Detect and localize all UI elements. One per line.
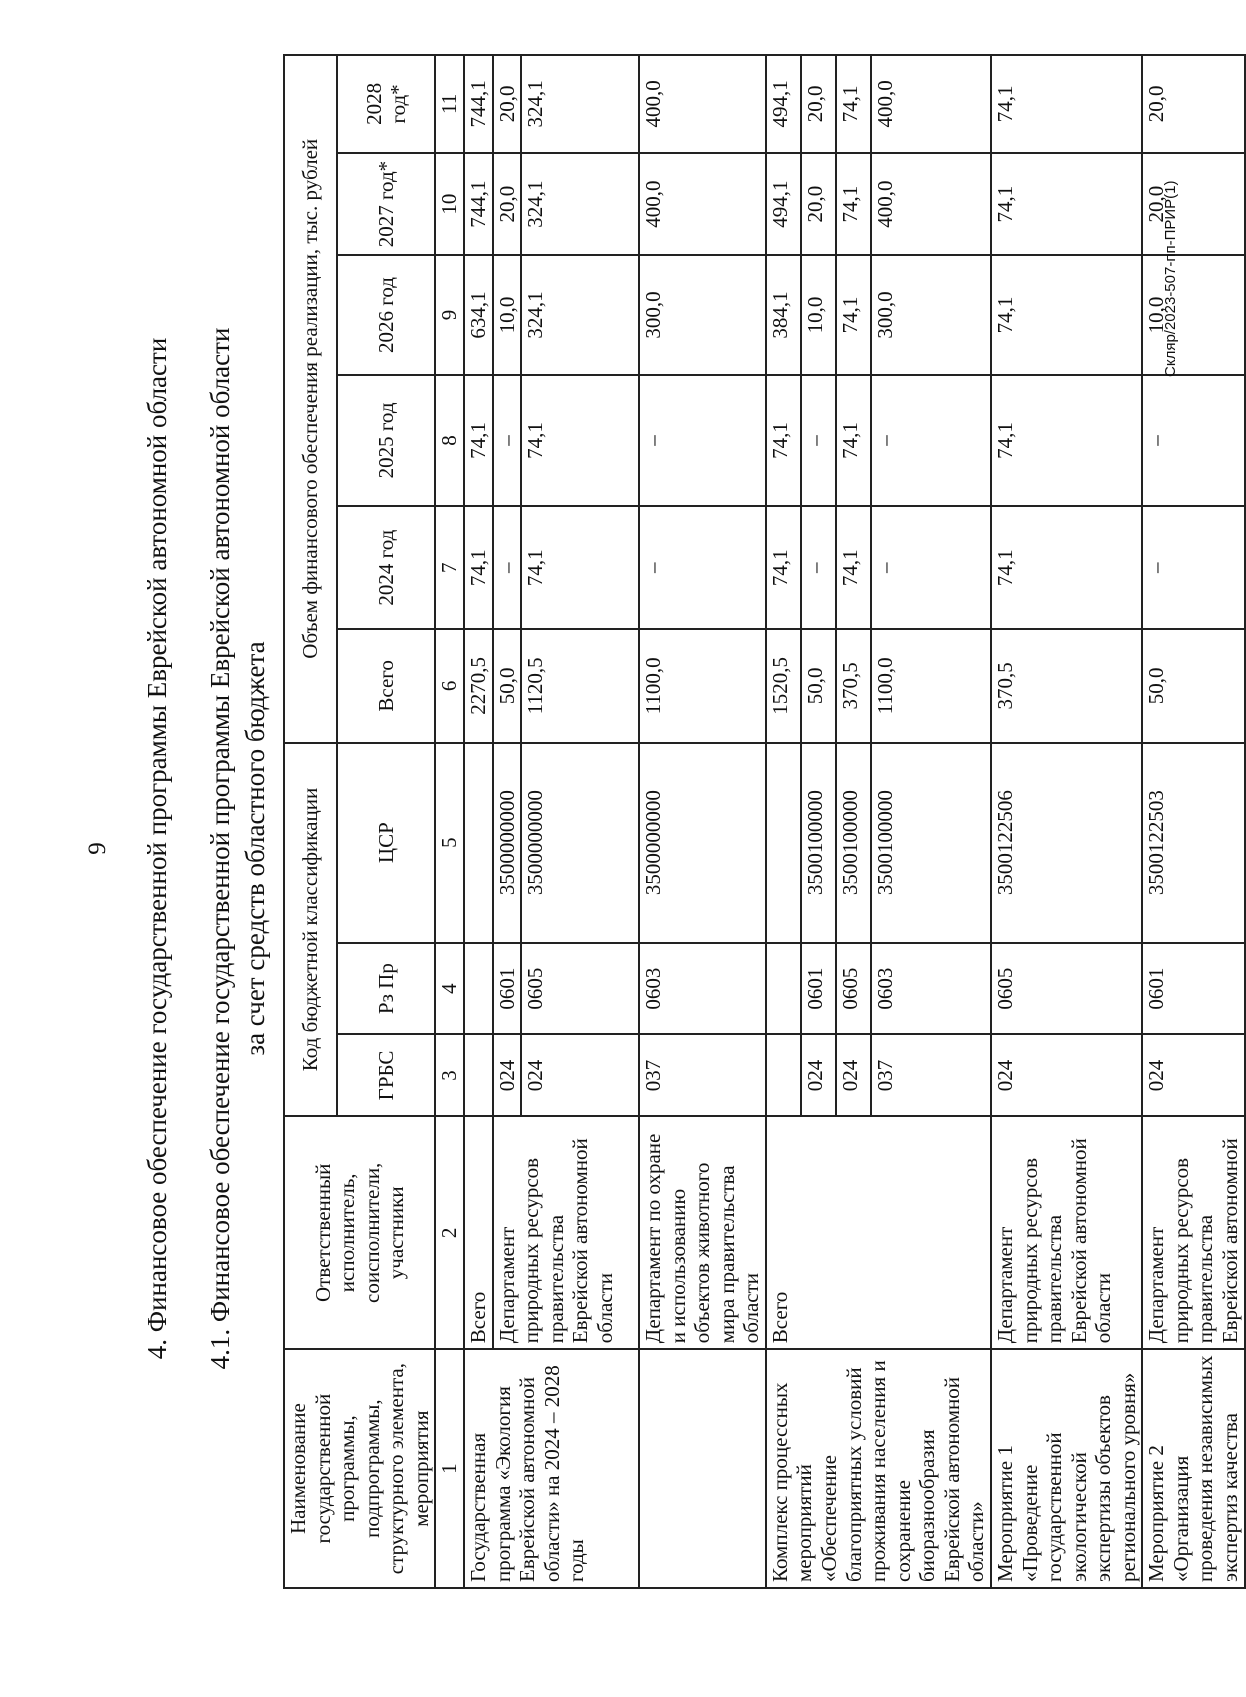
csr-cell [464,743,493,943]
y2027-cell: 324,1 [521,153,639,256]
grbs-cell [464,1034,493,1116]
program-name-cell: Мероприятие 1 «Проведение государственной экологической экспертизы объектов регионального уровня» [991,1349,1142,1588]
total-cell: 50,0 [493,629,522,742]
y2026-cell: 300,0 [639,255,766,374]
total-cell: 370,5 [836,629,871,742]
executor-cell: Департамент природных ресурсов правительства Еврейской автономной области [991,1116,1142,1349]
header-grbs: ГРБС [337,1034,435,1116]
section-heading-4: 4. Финансовое обеспечение государственной программы Еврейской автономной области [142,337,172,1360]
page-number: 9 [84,842,111,855]
header-volume: Объем финансового обеспечения реализации, тыс. рублей [284,55,337,743]
header-name: Наименование государственной программы, подпрограммы, структурного элемента, мероприятия [284,1349,435,1588]
program-name-cell: Комплекс процессных мероприятий «Обеспечение благоприятных условий проживания населения и сохранение биоразнообразия Еврейской автономной области» [766,1349,991,1588]
grbs-cell: 037 [871,1034,991,1116]
total-cell: 50,0 [1142,629,1244,742]
header-2026: 2026 год [337,255,435,374]
executor-cell: Департамент по охране и использованию объектов животного мира правительства области [639,1116,766,1349]
y2026-cell: 300,0 [871,255,991,374]
csr-cell [766,743,801,943]
executor-cell: Всего [766,1116,991,1349]
rzpr-cell [766,943,801,1035]
executor-cell: Всего [464,1116,493,1349]
y2024-cell: 74,1 [521,506,639,629]
column-number: 9 [435,255,464,374]
grbs-cell: 024 [836,1034,871,1116]
csr-cell: 3500122506 [991,743,1142,943]
y2025-cell: – [639,375,766,506]
program-name-cell: Мероприятие 2 «Организация проведения независимых экспертиз качества [1142,1349,1244,1588]
program-name-cell: Государственная программа «Экология Еврейской автономной области» на 2024 – 2028 годы [464,1349,639,1588]
column-number: 5 [435,743,464,943]
column-number: 2 [435,1116,464,1349]
y2025-cell: – [801,375,836,506]
y2026-cell: 324,1 [521,255,639,374]
y2025-cell: 74,1 [464,375,493,506]
csr-cell: 3500000000 [639,743,766,943]
total-cell: 1520,5 [766,629,801,742]
rzpr-cell: 0603 [639,943,766,1035]
y2025-cell: 74,1 [991,375,1142,506]
y2028-cell: 400,0 [639,55,766,153]
table-row [766,55,801,1588]
y2026-cell: 384,1 [766,255,801,374]
y2027-cell: 74,1 [836,153,871,256]
rzpr-cell: 0601 [1142,943,1244,1035]
grbs-cell [766,1034,801,1116]
rzpr-cell: 0605 [521,943,639,1035]
executor-cell: Департамент природных ресурсов правительства Еврейской автономной [1142,1116,1244,1349]
y2025-cell: 74,1 [766,375,801,506]
y2027-cell: 400,0 [639,153,766,256]
total-cell: 1100,0 [639,629,766,742]
rzpr-cell: 0605 [836,943,871,1035]
column-number: 7 [435,506,464,629]
y2025-cell: – [1142,375,1244,506]
document-footer-code: Скляр/2023-507-пп-ПРИР(1) [1162,180,1179,377]
header-budget-code: Код бюджетной классификации [284,743,337,1117]
y2024-cell: – [871,506,991,629]
y2028-cell: 20,0 [1142,55,1244,153]
y2024-cell: – [1142,506,1244,629]
y2027-cell: 20,0 [493,153,522,256]
grbs-cell: 024 [1142,1034,1244,1116]
column-number: 11 [435,55,464,153]
header-2028: 2028 год* [337,55,435,153]
y2027-cell: 400,0 [871,153,991,256]
column-number: 8 [435,375,464,506]
grbs-cell: 024 [801,1034,836,1116]
y2024-cell: 74,1 [766,506,801,629]
y2026-cell: 74,1 [991,255,1142,374]
program-name-cell-empty [639,1349,766,1588]
y2026-cell: 10,0 [1142,255,1244,374]
y2024-cell: – [639,506,766,629]
y2025-cell: – [871,375,991,506]
header-2027: 2027 год* [337,153,435,256]
csr-cell: 3500100000 [871,743,991,943]
csr-cell: 3500000000 [521,743,639,943]
total-cell: 370,5 [991,629,1142,742]
grbs-cell: 024 [521,1034,639,1116]
y2027-cell: 20,0 [1142,153,1244,256]
csr-cell: 3500100000 [801,743,836,943]
section-heading-4-1: 4.1. Финансовое обеспечение государственной программы Еврейской автономной области [205,327,235,1370]
column-number: 6 [435,629,464,742]
total-cell: 1100,0 [871,629,991,742]
y2028-cell: 20,0 [493,55,522,153]
y2028-cell: 74,1 [991,55,1142,153]
header-csr: ЦСР [337,743,435,943]
column-number: 10 [435,153,464,256]
rzpr-cell: 0605 [991,943,1142,1035]
table-row [991,55,1142,1588]
rzpr-cell [464,943,493,1035]
y2024-cell: – [801,506,836,629]
column-number: 4 [435,943,464,1035]
header-total: Всего [337,629,435,742]
y2028-cell: 74,1 [836,55,871,153]
y2027-cell: 20,0 [801,153,836,256]
header-executor: Ответственный исполнитель, соисполнители, участники [284,1116,435,1349]
y2028-cell: 744,1 [464,55,493,153]
column-number: 1 [435,1349,464,1588]
rzpr-cell: 0603 [871,943,991,1035]
y2027-cell: 74,1 [991,153,1142,256]
y2024-cell: 74,1 [836,506,871,629]
table-row [639,55,766,1588]
y2026-cell: 634,1 [464,255,493,374]
grbs-cell: 024 [493,1034,522,1116]
csr-cell: 3500122503 [1142,743,1244,943]
rzpr-cell: 0601 [493,943,522,1035]
csr-cell: 3500100000 [836,743,871,943]
csr-cell: 3500000000 [493,743,522,943]
y2025-cell: – [493,375,522,506]
rzpr-cell: 0601 [801,943,836,1035]
section-heading-4-1-subtitle: за счет средств областного бюджета [240,641,270,1056]
y2026-cell: 10,0 [801,255,836,374]
y2026-cell: 10,0 [493,255,522,374]
total-cell: 2270,5 [464,629,493,742]
y2026-cell: 74,1 [836,255,871,374]
header-rzpr: Рз Пр [337,943,435,1035]
header-2025: 2025 год [337,375,435,506]
table-row [1142,55,1244,1588]
y2027-cell: 744,1 [464,153,493,256]
financing-table [283,54,1246,1589]
executor-cell: Департамент природных ресурсов правительства Еврейской автономной области [493,1116,640,1349]
y2028-cell: 20,0 [801,55,836,153]
grbs-cell: 024 [991,1034,1142,1116]
y2024-cell: – [493,506,522,629]
total-cell: 50,0 [801,629,836,742]
grbs-cell: 037 [639,1034,766,1116]
y2028-cell: 400,0 [871,55,991,153]
table-row [464,55,493,1588]
y2025-cell: 74,1 [521,375,639,506]
y2025-cell: 74,1 [836,375,871,506]
column-number: 3 [435,1034,464,1116]
y2024-cell: 74,1 [991,506,1142,629]
y2024-cell: 74,1 [464,506,493,629]
y2027-cell: 494,1 [766,153,801,256]
y2028-cell: 324,1 [521,55,639,153]
total-cell: 1120,5 [521,629,639,742]
header-2024: 2024 год [337,506,435,629]
y2028-cell: 494,1 [766,55,801,153]
